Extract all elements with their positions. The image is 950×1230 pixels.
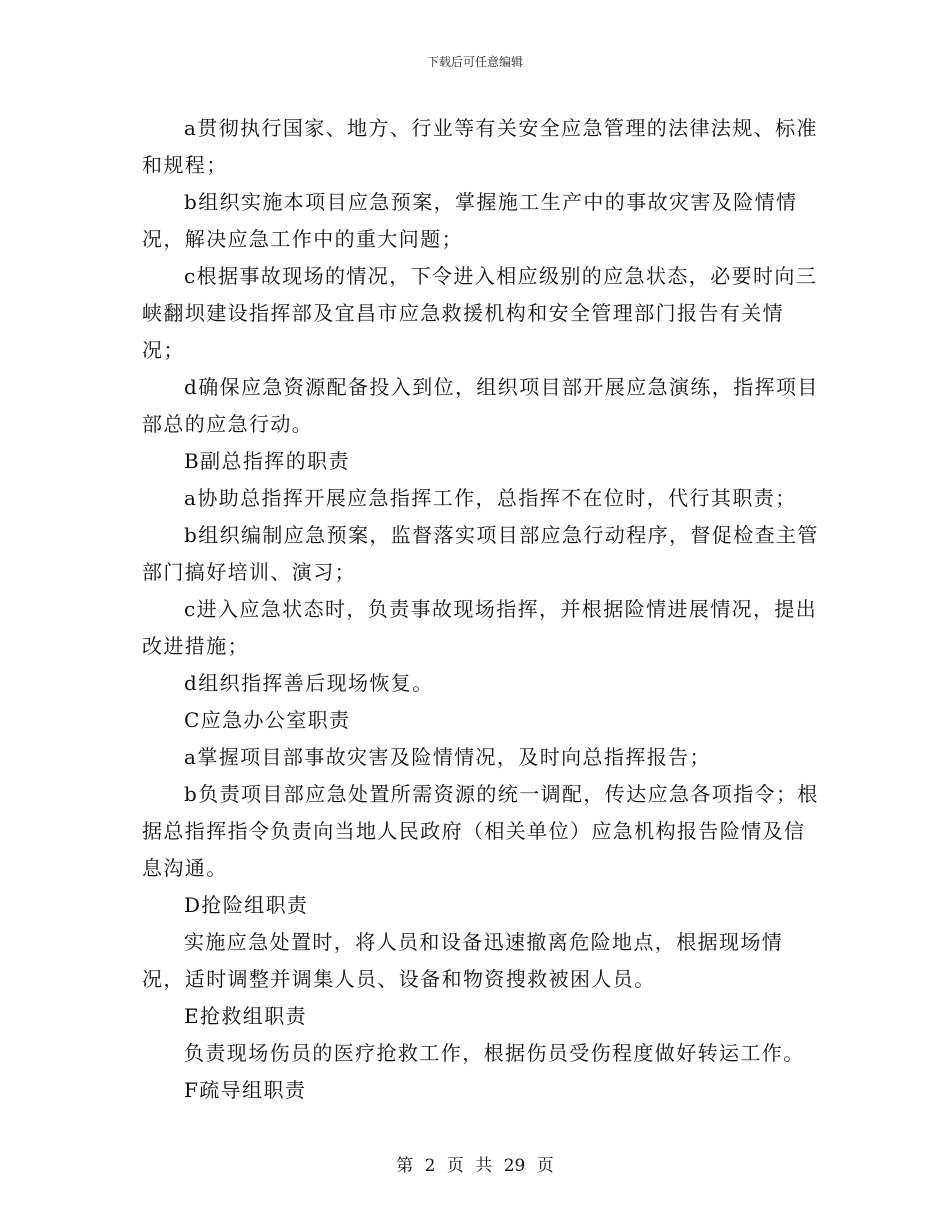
document-body (142, 110, 822, 1109)
paragraph-d-duty-2: d组织指挥善后现场恢复。 (184, 671, 434, 695)
paragraph-a-duty-2: a协助总指挥开展应急指挥工作，总指挥不在位时，代行其职责； (184, 486, 797, 510)
paragraph-d-duty-1: d确保应急资源配备投入到位，组织项目部开展应急演练，指挥项目部总的应急行动。 (142, 375, 819, 436)
paragraph-c-duty-2: c进入应急状态时，负责事故现场指挥，并根据险情进展情况，提出改进措施； (142, 597, 818, 658)
paragraph-a-duty-3: a掌握项目部事故灾害及险情情况，及时向总指挥报告； (184, 745, 711, 769)
paragraph-medical-duty: 负责现场伤员的医疗抢救工作，根据伤员受伤程度做好转运工作。 (184, 1041, 805, 1065)
paragraph-rescue-duty: 实施应急处置时，将人员和设备迅速撤离危险地点，根据现场情况，适时调整并调集人员、设备和物资搜救被困人员。 (142, 930, 784, 991)
page-number-footer: 第 2 页 共 29 页 (396, 1156, 554, 1176)
paragraph-b-duty-3: b负责项目部应急处置所需资源的统一调配，传达应急各项指令；根据总指挥指令负责向当地人民政府（相关单位）应急机构报告险情及信息沟通。 (142, 782, 819, 880)
section-heading-c: C应急办公室职责 (184, 708, 351, 732)
section-heading-f: F疏导组职责 (184, 1078, 307, 1102)
paragraph-a-duty-1: a贯彻执行国家、地方、行业等有关安全应急管理的法律法规、标准和规程； (142, 116, 818, 177)
page-header: 下载后可任意编辑 (426, 55, 523, 69)
paragraph-b-duty-1: b组织实施本项目应急预案，掌握施工生产中的事故灾害及险情情况，解决应急工作中的重大问题； (142, 190, 798, 251)
section-heading-d: D抢险组职责 (184, 893, 309, 917)
paragraph-b-duty-2: b组织编制应急预案，监督落实项目部应急行动程序，督促检查主管部门搞好培训、演习； (142, 523, 819, 584)
section-heading-e: E抢救组职责 (184, 1004, 307, 1028)
paragraph-c-duty-1: c根据事故现场的情况，下令进入相应级别的应急状态，必要时向三峡翻坝建设指挥部及宜昌市应急救援机构和安全管理部门报告有关情况； (142, 264, 818, 362)
section-heading-b: B副总指挥的职责 (184, 449, 350, 473)
